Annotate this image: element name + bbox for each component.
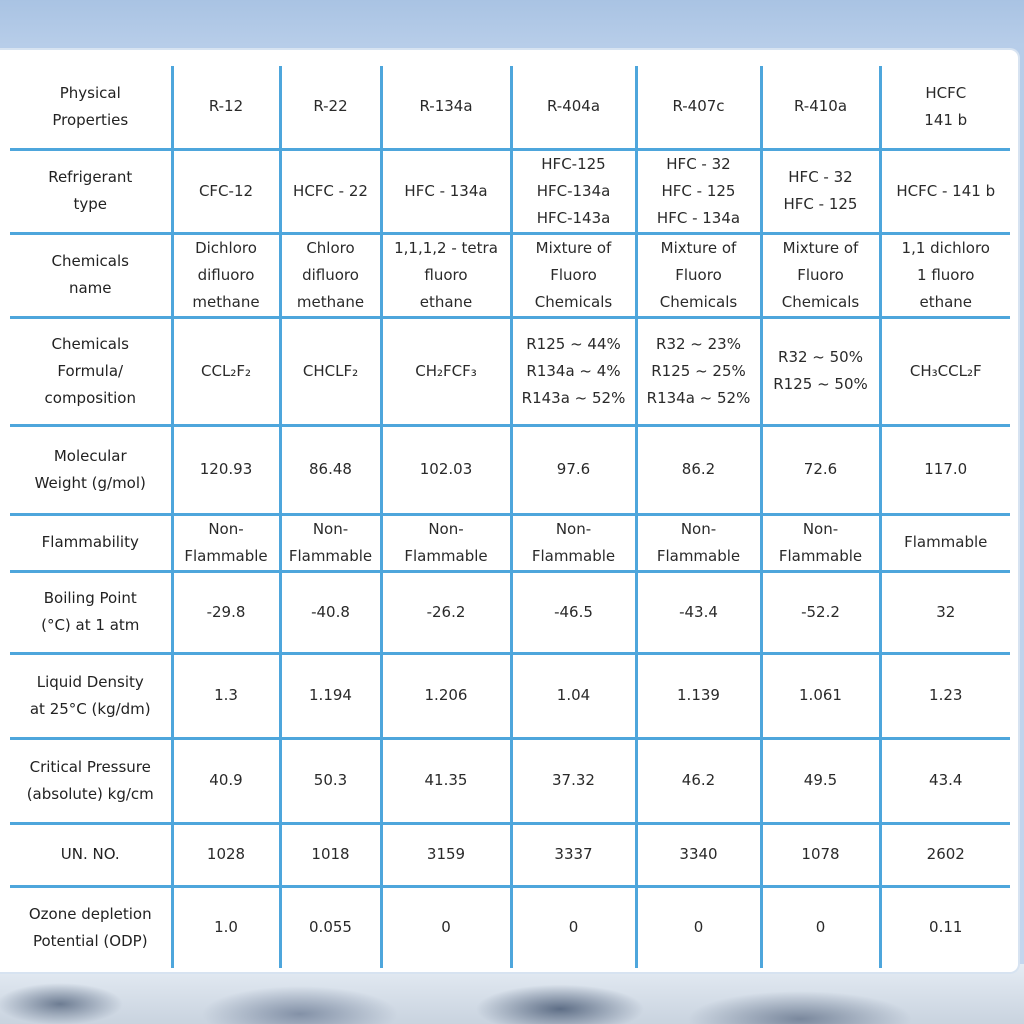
table-cell: Mixture of Fluoro Chemicals (636, 233, 761, 317)
table-cell: 1,1,1,2 - tetra fluoro ethane (381, 233, 511, 317)
column-header: R-22 (280, 66, 381, 149)
table-cell: R32 ~ 23% R125 ~ 25% R134a ~ 52% (636, 317, 761, 425)
table-row (10, 653, 1010, 738)
column-header: HCFC 141 b (880, 66, 1010, 149)
row-label: Critical Pressure (absolute) kg/cm (10, 738, 172, 823)
table-cell: 32 (880, 571, 1010, 653)
row-label: Physical Properties (10, 66, 172, 149)
table-cell: HCFC - 141 b (880, 149, 1010, 233)
table-cell: 1.206 (381, 653, 511, 738)
table-cell: 102.03 (381, 425, 511, 514)
table-cell: HFC-125 HFC-134a HFC-143a (511, 149, 636, 233)
table-cell: 0.055 (280, 886, 381, 968)
table-cell: -52.2 (761, 571, 880, 653)
table-cell: Mixture of Fluoro Chemicals (761, 233, 880, 317)
table-cell: 72.6 (761, 425, 880, 514)
column-header: R-12 (172, 66, 280, 149)
table-cell: 0 (511, 886, 636, 968)
table-row (10, 425, 1010, 514)
row-label: Liquid Density at 25°C (kg/dm) (10, 653, 172, 738)
table-cell: 0 (761, 886, 880, 968)
table-cell: 0 (636, 886, 761, 968)
table-cell: Dichloro difluoro methane (172, 233, 280, 317)
table-row (10, 317, 1010, 425)
column-header: R-134a (381, 66, 511, 149)
table-cell: 1078 (761, 823, 880, 886)
table-cell: 1.0 (172, 886, 280, 968)
properties-panel (0, 48, 1020, 974)
row-label: Chemicals Formula/ composition (10, 317, 172, 425)
table-row (10, 66, 1010, 149)
table-cell: R125 ~ 44% R134a ~ 4% R143a ~ 52% (511, 317, 636, 425)
table-row (10, 823, 1010, 886)
row-label: Boiling Point (°C) at 1 atm (10, 571, 172, 653)
table-cell: 1.194 (280, 653, 381, 738)
column-header: R-407c (636, 66, 761, 149)
table-row (10, 738, 1010, 823)
table-cell: Non- Flammable (761, 514, 880, 571)
table-cell: HCFC - 22 (280, 149, 381, 233)
row-label: Flammability (10, 514, 172, 571)
table-cell: 37.32 (511, 738, 636, 823)
table-cell: -40.8 (280, 571, 381, 653)
table-cell: HFC - 134a (381, 149, 511, 233)
table-cell: -29.8 (172, 571, 280, 653)
table-cell: 1.139 (636, 653, 761, 738)
table-row (10, 233, 1010, 317)
table-cell: 1.04 (511, 653, 636, 738)
table-cell: 86.2 (636, 425, 761, 514)
table-cell: CFC-12 (172, 149, 280, 233)
table-cell: CHCLF₂ (280, 317, 381, 425)
row-label: UN. NO. (10, 823, 172, 886)
table-cell: Chloro difluoro methane (280, 233, 381, 317)
table-cell: HFC - 32 HFC - 125 (761, 149, 880, 233)
table-cell: 50.3 (280, 738, 381, 823)
table-cell: 1.061 (761, 653, 880, 738)
table-row (10, 514, 1010, 571)
table-cell: 86.48 (280, 425, 381, 514)
table-cell: 1018 (280, 823, 381, 886)
table-cell: -26.2 (381, 571, 511, 653)
table-cell: 3159 (381, 823, 511, 886)
table-cell: 117.0 (880, 425, 1010, 514)
table-cell: -46.5 (511, 571, 636, 653)
table-cell: Non- Flammable (636, 514, 761, 571)
table-cell: Non- Flammable (511, 514, 636, 571)
table-cell: 1,1 dichloro 1 fluoro ethane (880, 233, 1010, 317)
table-cell: 49.5 (761, 738, 880, 823)
table-cell: Non- Flammable (280, 514, 381, 571)
table-cell: R32 ~ 50% R125 ~ 50% (761, 317, 880, 425)
table-cell: 46.2 (636, 738, 761, 823)
row-label: Chemicals name (10, 233, 172, 317)
table-cell: 3340 (636, 823, 761, 886)
row-label: Molecular Weight (g/mol) (10, 425, 172, 514)
table-cell: Non- Flammable (381, 514, 511, 571)
table-cell: 2602 (880, 823, 1010, 886)
table-cell: CH₂FCF₃ (381, 317, 511, 425)
table-cell: CCL₂F₂ (172, 317, 280, 425)
table-cell: 1.3 (172, 653, 280, 738)
table-cell: 97.6 (511, 425, 636, 514)
column-header: R-410a (761, 66, 880, 149)
table-row (10, 571, 1010, 653)
table-cell: Non- Flammable (172, 514, 280, 571)
column-header: R-404a (511, 66, 636, 149)
row-label: Refrigerant type (10, 149, 172, 233)
table-cell: 43.4 (880, 738, 1010, 823)
table-row (10, 149, 1010, 233)
table-cell: HFC - 32 HFC - 125 HFC - 134a (636, 149, 761, 233)
table-cell: 41.35 (381, 738, 511, 823)
table-cell: 3337 (511, 823, 636, 886)
table-cell: Mixture of Fluoro Chemicals (511, 233, 636, 317)
refrigerant-properties-table (10, 66, 1010, 968)
table-row (10, 886, 1010, 968)
table-cell: 1028 (172, 823, 280, 886)
table-cell: -43.4 (636, 571, 761, 653)
table-cell: 0 (381, 886, 511, 968)
table-cell: 120.93 (172, 425, 280, 514)
table-cell: Flammable (880, 514, 1010, 571)
table-cell: 40.9 (172, 738, 280, 823)
table-cell: 0.11 (880, 886, 1010, 968)
row-label: Ozone depletion Potential (ODP) (10, 886, 172, 968)
table-cell: CH₃CCL₂F (880, 317, 1010, 425)
table-cell: 1.23 (880, 653, 1010, 738)
